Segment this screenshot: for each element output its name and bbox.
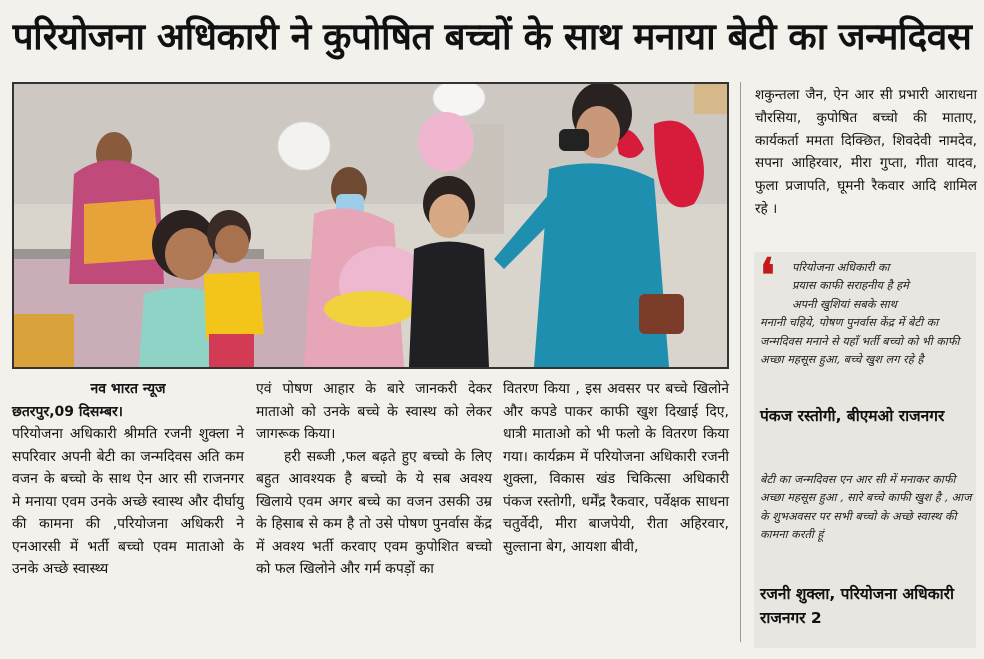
article-text-col4: शकुन्तला जैन, ऐन आर सी प्रभारी आराधना चौरसिया, कुपोषित बच्चो की माताए, कार्यकर्ता ममता दिक्छित, शिवदेवी नामदेव, सपना आहिरवार, मीरा गुप्ता, गीता यादव, फुला प्रजापति, घूमनी रैकवार आदि शामिल रहे । <box>755 87 977 217</box>
column-2 <box>256 378 492 581</box>
article-text-col3: वितरण किया , इस अवसर पर बच्चे खिलोने और कपडे पाकर काफी खुश दिखाई दिए, धात्री माताओ को भी फलो के वितरण किया गया। कार्यक्रम में परियोजना अधिकारी रजनी शुक्ला, विकास खंड चिकित्सा अधिकारी पंकज रस्तोगी, धर्मेंद्र रैकवार, पर्वेक्षक साधना चतुर्वेदी, मीरा बाजपेयी, रीता अहिरवार, सुल्ताना बेग, आयशा बीवी, <box>503 381 729 555</box>
byline: नव भारत न्यूज <box>90 381 166 397</box>
quote-1-attribution: पंकज रस्तोगी, बीएमओ राजनगर <box>760 407 945 425</box>
column-1 <box>12 378 244 581</box>
quote-mark-icon: ❛ <box>760 248 775 302</box>
column-4 <box>755 84 977 221</box>
news-photo <box>12 82 729 369</box>
headline: परियोजना अधिकारी ने कुपोषित बच्चों के साथ मनाया बेटी का जन्मदिवस <box>12 15 972 58</box>
column-divider <box>740 82 741 642</box>
quote-1-line-3: अपनी खुशियां सबके साथ <box>792 297 897 311</box>
article-text-col2-a: एवं पोषण आहार के बारे जानकरी देकर माताओ को उनके बच्चे के स्वास्थ को लेकर जागरूक किया। <box>256 381 492 442</box>
quote-2: बेटी का जन्मदिवस एन आर सी में मनाकर काफी अच्छा महसूस हुआ , सारे बच्चे काफी खुश है , आज के शुभअवसर पर सभी बच्चो के अच्छे स्वास्थ की कामना करती हूं <box>760 473 972 542</box>
dateline: छतरपुर,09 दिसम्बर। <box>12 403 123 420</box>
article-text-col2-b: हरी सब्जी ,फल बढ़ते हुए बच्चो के लिए बहुत आवश्यक है बच्चो के ये सब अवश्य खिलाये एवम अगर बच्चे का वजन उसकी उम्र के हिसाब से कम है तो उसे पोषण पुनर्वास केंद्र में अवश्य भर्ती करवाए एवम कुपोशित बच्चो को फल खिलोने और गर्म कपड़ों का <box>256 448 492 577</box>
article-text-col1: परियोजना अधिकारी श्रीमति रजनी शुक्ला ने सपरिवार अपनी बेटी का जन्मदिवस अति कम वजन के बच्चो के साथ ऐन आर सी राजनगर मे मनाया एवम उनके अच्छे स्वास्थ और दीर्घायु की कामना की ,परियोजना अधिकरी ने एनआरसी में भर्ती बच्चो एवम माताओ के उनके अच्छे स्वास्थ्य <box>12 426 244 577</box>
quote-1 <box>760 259 974 369</box>
quote-1-rest: मनानी चहिये, पोषण पुनर्वास केंद्र में बेटी का जन्मदिवस मनाने से यहाँ भर्ती बच्चो को भी काफी अच्छा महसूस हुआ, बच्चे खुश लग रहे है <box>760 316 960 367</box>
column-3 <box>503 378 729 558</box>
quote-2-attribution: रजनी शुक्ला, परियोजना अधिकारी राजनगर 2 <box>760 585 954 627</box>
quote-1-line-2: प्रयास काफी सराहनीय है हमे <box>792 279 909 293</box>
quote-1-line-1: परियोजना अधिकारी का <box>792 261 890 274</box>
